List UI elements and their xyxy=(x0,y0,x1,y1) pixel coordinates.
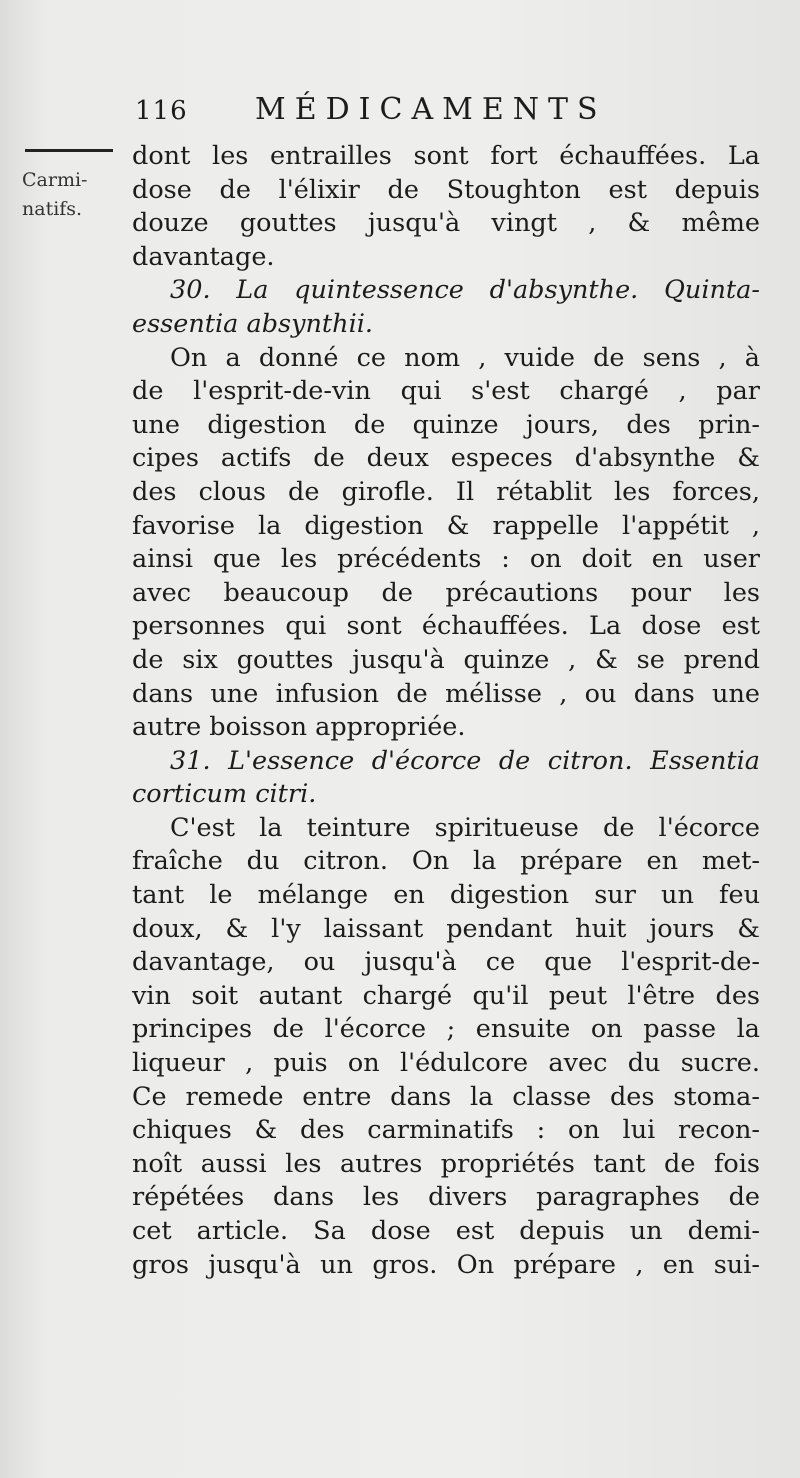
text-line: personnes qui sont échauffées. La dose est xyxy=(132,611,760,642)
text-line: principes de l'écorce ; ensuite on passe la xyxy=(132,1014,760,1045)
page-header xyxy=(135,92,735,136)
page-number: 116 xyxy=(135,96,188,126)
text-line: 30. La quintessence d'absynthe. Quinta- xyxy=(170,275,760,306)
text-line: de l'esprit-de-vin qui s'est chargé , par xyxy=(132,376,760,407)
margin-note-line: natifs. xyxy=(22,198,83,220)
text-line: C'est la teinture spiritueuse de l'écorce xyxy=(170,812,760,843)
text-line: On a donné ce nom , vuide de sens , à xyxy=(170,342,760,373)
text-line: tant le mélange en digestion sur un feu xyxy=(132,880,760,911)
margin-note-line: Carmi- xyxy=(22,169,88,191)
margin-note xyxy=(22,166,132,224)
text-line: de six gouttes jusqu'à quinze , & se prend xyxy=(132,644,760,675)
text-line: gros jusqu'à un gros. On prépare , en sui- xyxy=(132,1249,760,1280)
text-line: dont les entrailles sont fort échauffées. La xyxy=(132,141,760,171)
text-line: 31. L'essence d'écorce de citron. Essentia xyxy=(170,745,760,776)
text-line: dose de l'élixir de Stoughton est depuis xyxy=(132,174,760,205)
text-line: avec beaucoup de précautions pour les xyxy=(132,577,760,608)
text-line: répétées dans les divers paragraphes de xyxy=(132,1182,760,1213)
running-title: MÉDICAMENTS xyxy=(255,92,607,127)
text-line: autre boisson appropriée. xyxy=(132,712,466,743)
text-line: vin soit autant chargé qu'il peut l'être des xyxy=(132,980,760,1011)
text-line: essentia absynthii. xyxy=(132,308,374,339)
text-line: noît aussi les autres propriétés tant de fois xyxy=(132,1148,760,1179)
text-line: liqueur , puis on l'édulcore avec du sucre. xyxy=(132,1048,760,1079)
body-text xyxy=(132,140,760,1282)
text-line: chiques & des carminatifs : on lui recon- xyxy=(132,1115,760,1146)
text-line: ainsi que les précédents : on doit en user xyxy=(132,544,760,575)
text-line: fraîche du citron. On la prépare en met- xyxy=(132,846,760,877)
text-line: une digestion de quinze jours, des prin- xyxy=(132,409,760,440)
text-line: cipes actifs de deux especes d'absynthe & xyxy=(132,443,760,474)
text-line: dans une infusion de mélisse , ou dans une xyxy=(132,678,760,709)
margin-rule xyxy=(25,149,113,152)
text-line: douze gouttes jusqu'à vingt , & même xyxy=(132,208,760,239)
text-line: cet article. Sa dose est depuis un demi- xyxy=(132,1216,760,1246)
text-line: Ce remede entre dans la classe des stoma- xyxy=(132,1081,760,1112)
text-line: davantage, ou jusqu'à ce que l'esprit-de- xyxy=(132,947,760,978)
text-line: corticum citri. xyxy=(132,779,317,810)
text-line: davantage. xyxy=(132,241,275,272)
text-line: doux, & l'y laissant pendant huit jours & xyxy=(132,913,760,944)
text-line: des clous de girofle. Il rétablit les forces, xyxy=(132,476,760,507)
text-line: favorise la digestion & rappelle l'appétit , xyxy=(132,510,760,541)
